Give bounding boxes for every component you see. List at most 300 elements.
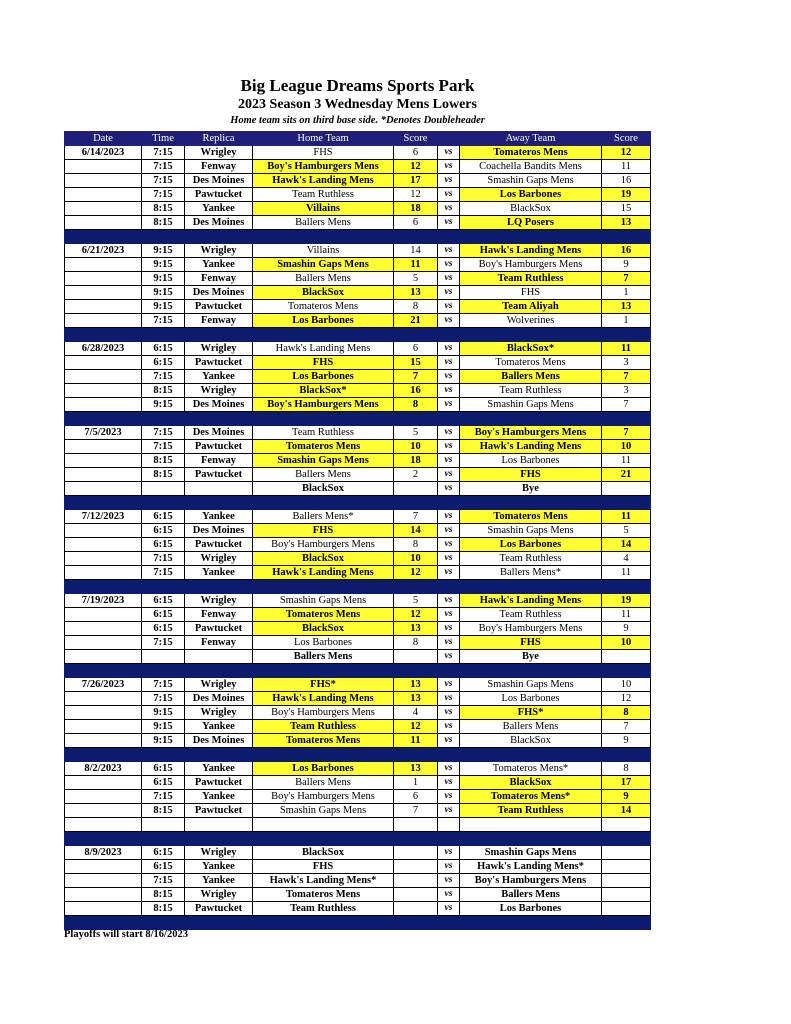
vs-label: vs bbox=[438, 454, 460, 468]
home-score: 8 bbox=[394, 538, 438, 552]
away-score bbox=[602, 902, 651, 916]
home-score: 13 bbox=[394, 286, 438, 300]
away-score: 10 bbox=[602, 678, 651, 692]
game-date bbox=[65, 860, 142, 874]
away-score: 7 bbox=[602, 370, 651, 384]
away-score: 11 bbox=[602, 454, 651, 468]
game-date bbox=[65, 160, 142, 174]
table-row bbox=[65, 692, 651, 706]
away-score: 10 bbox=[602, 440, 651, 454]
away-team: Ballers Mens* bbox=[460, 566, 602, 580]
home-team: BlackSox* bbox=[253, 384, 394, 398]
game-time: 9:15 bbox=[142, 734, 185, 748]
home-score bbox=[394, 888, 438, 902]
home-score: 15 bbox=[394, 356, 438, 370]
game-replica: Yankee bbox=[185, 370, 253, 384]
vs-label: vs bbox=[438, 356, 460, 370]
table-row bbox=[65, 860, 651, 874]
vs-label: vs bbox=[438, 902, 460, 916]
week-separator bbox=[65, 664, 651, 678]
game-date bbox=[65, 566, 142, 580]
away-team: Smashin Gaps Mens bbox=[460, 524, 602, 538]
game-replica: Des Moines bbox=[185, 216, 253, 230]
home-score: 12 bbox=[394, 608, 438, 622]
game-time: 7:15 bbox=[142, 188, 185, 202]
home-team: Smashin Gaps Mens bbox=[253, 804, 394, 818]
game-date bbox=[65, 258, 142, 272]
home-team: Los Barbones bbox=[253, 370, 394, 384]
table-row bbox=[65, 888, 651, 902]
away-score bbox=[602, 846, 651, 860]
away-team: BlackSox* bbox=[460, 342, 602, 356]
game-date bbox=[65, 300, 142, 314]
game-replica: Wrigley bbox=[185, 342, 253, 356]
table-row bbox=[65, 594, 651, 608]
away-team: Tomateros Mens bbox=[460, 356, 602, 370]
home-team bbox=[253, 818, 394, 832]
game-replica: Wrigley bbox=[185, 706, 253, 720]
vs-label: vs bbox=[438, 538, 460, 552]
game-replica: Pawtucket bbox=[185, 188, 253, 202]
vs-label: vs bbox=[438, 174, 460, 188]
vs-label: vs bbox=[438, 440, 460, 454]
game-replica: Wrigley bbox=[185, 384, 253, 398]
game-time: 6:15 bbox=[142, 356, 185, 370]
away-score: 21 bbox=[602, 468, 651, 482]
game-time: 7:15 bbox=[142, 174, 185, 188]
home-team: Tomateros Mens bbox=[253, 608, 394, 622]
game-replica: Fenway bbox=[185, 636, 253, 650]
away-team: Smashin Gaps Mens bbox=[460, 398, 602, 412]
vs-label: vs bbox=[438, 566, 460, 580]
table-row bbox=[65, 566, 651, 580]
game-date bbox=[65, 398, 142, 412]
away-team: Wolverines bbox=[460, 314, 602, 328]
game-time: 7:15 bbox=[142, 874, 185, 888]
game-date: 7/12/2023 bbox=[65, 510, 142, 524]
home-team: Boy's Hamburgers Mens bbox=[253, 538, 394, 552]
game-time: 7:15 bbox=[142, 426, 185, 440]
home-score bbox=[394, 650, 438, 664]
home-team: Team Ruthless bbox=[253, 720, 394, 734]
game-date bbox=[65, 468, 142, 482]
home-score: 13 bbox=[394, 762, 438, 776]
away-team: Ballers Mens bbox=[460, 720, 602, 734]
game-time: 6:15 bbox=[142, 538, 185, 552]
vs-label: vs bbox=[438, 398, 460, 412]
away-score: 3 bbox=[602, 356, 651, 370]
home-team: Hawk's Landing Mens bbox=[253, 566, 394, 580]
home-team: FHS bbox=[253, 356, 394, 370]
away-score: 16 bbox=[602, 174, 651, 188]
table-row bbox=[65, 398, 651, 412]
vs-label: vs bbox=[438, 804, 460, 818]
vs-label: vs bbox=[438, 146, 460, 160]
home-team: Ballers Mens bbox=[253, 776, 394, 790]
home-score bbox=[394, 482, 438, 496]
game-time: 7:15 bbox=[142, 678, 185, 692]
home-score bbox=[394, 846, 438, 860]
away-team: Ballers Mens bbox=[460, 888, 602, 902]
away-score: 7 bbox=[602, 272, 651, 286]
home-score: 14 bbox=[394, 244, 438, 258]
away-team: Hawk's Landing Mens* bbox=[460, 860, 602, 874]
table-row bbox=[65, 790, 651, 804]
game-time: 6:15 bbox=[142, 860, 185, 874]
home-score: 6 bbox=[394, 790, 438, 804]
away-team: Tomateros Mens bbox=[460, 510, 602, 524]
week-separator bbox=[65, 496, 651, 510]
vs-label: vs bbox=[438, 650, 460, 664]
game-date bbox=[65, 776, 142, 790]
game-replica: Des Moines bbox=[185, 174, 253, 188]
home-score: 6 bbox=[394, 216, 438, 230]
game-time: 9:15 bbox=[142, 398, 185, 412]
away-score: 12 bbox=[602, 692, 651, 706]
game-date: 6/28/2023 bbox=[65, 342, 142, 356]
away-team: Smashin Gaps Mens bbox=[460, 846, 602, 860]
home-team: Villains bbox=[253, 202, 394, 216]
game-date bbox=[65, 720, 142, 734]
home-team: Smashin Gaps Mens bbox=[253, 454, 394, 468]
home-team: Boy's Hamburgers Mens bbox=[253, 160, 394, 174]
game-replica: Fenway bbox=[185, 608, 253, 622]
game-replica: Fenway bbox=[185, 314, 253, 328]
home-team: Smashin Gaps Mens bbox=[253, 258, 394, 272]
home-score: 10 bbox=[394, 552, 438, 566]
away-score: 13 bbox=[602, 300, 651, 314]
game-time: 6:15 bbox=[142, 510, 185, 524]
game-date: 7/26/2023 bbox=[65, 678, 142, 692]
table-row bbox=[65, 874, 651, 888]
away-team: Bye bbox=[460, 482, 602, 496]
game-replica: Yankee bbox=[185, 874, 253, 888]
away-team: Los Barbones bbox=[460, 538, 602, 552]
game-replica bbox=[185, 650, 253, 664]
away-team: LQ Posers bbox=[460, 216, 602, 230]
table-row bbox=[65, 244, 651, 258]
table-row bbox=[65, 608, 651, 622]
game-replica: Wrigley bbox=[185, 846, 253, 860]
table-row bbox=[65, 258, 651, 272]
home-score: 8 bbox=[394, 398, 438, 412]
game-replica: Des Moines bbox=[185, 286, 253, 300]
game-time: 8:15 bbox=[142, 216, 185, 230]
game-date bbox=[65, 818, 142, 832]
home-score: 12 bbox=[394, 160, 438, 174]
game-time: 8:15 bbox=[142, 454, 185, 468]
game-date bbox=[65, 734, 142, 748]
vs-label: vs bbox=[438, 874, 460, 888]
week-separator bbox=[65, 916, 651, 930]
game-time: 8:15 bbox=[142, 468, 185, 482]
game-time: 7:15 bbox=[142, 566, 185, 580]
game-replica: Wrigley bbox=[185, 244, 253, 258]
away-score: 9 bbox=[602, 734, 651, 748]
game-date bbox=[65, 706, 142, 720]
game-replica: Wrigley bbox=[185, 888, 253, 902]
col-away-score: Score bbox=[602, 132, 651, 146]
table-row bbox=[65, 538, 651, 552]
away-team: Bye bbox=[460, 650, 602, 664]
home-score: 11 bbox=[394, 258, 438, 272]
vs-label: vs bbox=[438, 244, 460, 258]
game-replica: Wrigley bbox=[185, 678, 253, 692]
away-score: 11 bbox=[602, 510, 651, 524]
home-score: 12 bbox=[394, 566, 438, 580]
home-score: 12 bbox=[394, 188, 438, 202]
game-time: 6:15 bbox=[142, 608, 185, 622]
away-score: 14 bbox=[602, 804, 651, 818]
game-time: 7:15 bbox=[142, 146, 185, 160]
game-date bbox=[65, 608, 142, 622]
vs-label: vs bbox=[438, 314, 460, 328]
away-team: Tomateros Mens* bbox=[460, 790, 602, 804]
away-team: Boy's Hamburgers Mens bbox=[460, 622, 602, 636]
away-team: Hawk's Landing Mens bbox=[460, 594, 602, 608]
game-replica: Wrigley bbox=[185, 146, 253, 160]
vs-label: vs bbox=[438, 342, 460, 356]
game-date bbox=[65, 174, 142, 188]
away-team bbox=[460, 818, 602, 832]
away-score: 4 bbox=[602, 552, 651, 566]
home-team: Villains bbox=[253, 244, 394, 258]
home-score: 12 bbox=[394, 720, 438, 734]
away-team: Smashin Gaps Mens bbox=[460, 678, 602, 692]
away-score: 19 bbox=[602, 594, 651, 608]
vs-label: vs bbox=[438, 790, 460, 804]
home-team: Los Barbones bbox=[253, 636, 394, 650]
away-team: Team Ruthless bbox=[460, 804, 602, 818]
away-score: 8 bbox=[602, 706, 651, 720]
game-date bbox=[65, 482, 142, 496]
home-score bbox=[394, 818, 438, 832]
table-row bbox=[65, 482, 651, 496]
game-time: 6:15 bbox=[142, 762, 185, 776]
game-replica: Fenway bbox=[185, 272, 253, 286]
table-row bbox=[65, 300, 651, 314]
away-score: 12 bbox=[602, 146, 651, 160]
page-title: Big League Dreams Sports Park bbox=[240, 76, 475, 95]
vs-label bbox=[438, 818, 460, 832]
col-replica: Replica bbox=[185, 132, 253, 146]
away-team: FHS bbox=[460, 286, 602, 300]
away-team: FHS bbox=[460, 636, 602, 650]
game-date bbox=[65, 622, 142, 636]
home-score: 14 bbox=[394, 524, 438, 538]
home-score: 8 bbox=[394, 300, 438, 314]
away-team: Los Barbones bbox=[460, 692, 602, 706]
game-replica: Pawtucket bbox=[185, 356, 253, 370]
away-team: Los Barbones bbox=[460, 902, 602, 916]
game-date: 8/2/2023 bbox=[65, 762, 142, 776]
home-score: 21 bbox=[394, 314, 438, 328]
game-replica: Pawtucket bbox=[185, 902, 253, 916]
table-row bbox=[65, 272, 651, 286]
away-score: 17 bbox=[602, 776, 651, 790]
week-separator bbox=[65, 328, 651, 342]
game-time: 9:15 bbox=[142, 300, 185, 314]
week-separator bbox=[65, 412, 651, 426]
game-time: 9:15 bbox=[142, 244, 185, 258]
game-time: 9:15 bbox=[142, 258, 185, 272]
vs-label: vs bbox=[438, 706, 460, 720]
away-team: Team Ruthless bbox=[460, 272, 602, 286]
home-score bbox=[394, 902, 438, 916]
home-score: 18 bbox=[394, 202, 438, 216]
home-score: 7 bbox=[394, 804, 438, 818]
away-team: Team Ruthless bbox=[460, 608, 602, 622]
away-team: Coachella Bandits Mens bbox=[460, 160, 602, 174]
vs-label: vs bbox=[438, 720, 460, 734]
table-row bbox=[65, 188, 651, 202]
game-time: 8:15 bbox=[142, 902, 185, 916]
home-team: Ballers Mens bbox=[253, 216, 394, 230]
away-team: BlackSox bbox=[460, 734, 602, 748]
table-row bbox=[65, 174, 651, 188]
home-team: BlackSox bbox=[253, 552, 394, 566]
game-time: 9:15 bbox=[142, 706, 185, 720]
game-date bbox=[65, 314, 142, 328]
game-date bbox=[65, 202, 142, 216]
vs-label: vs bbox=[438, 160, 460, 174]
vs-label: vs bbox=[438, 622, 460, 636]
vs-label: vs bbox=[438, 552, 460, 566]
home-score: 17 bbox=[394, 174, 438, 188]
vs-label: vs bbox=[438, 524, 460, 538]
table-row bbox=[65, 762, 651, 776]
game-time: 6:15 bbox=[142, 622, 185, 636]
game-date bbox=[65, 272, 142, 286]
home-team: Tomateros Mens bbox=[253, 888, 394, 902]
home-team: Tomateros Mens bbox=[253, 300, 394, 314]
game-date bbox=[65, 790, 142, 804]
home-score: 1 bbox=[394, 776, 438, 790]
away-score bbox=[602, 874, 651, 888]
vs-label: vs bbox=[438, 608, 460, 622]
vs-label: vs bbox=[438, 384, 460, 398]
vs-label: vs bbox=[438, 860, 460, 874]
home-team: Ballers Mens bbox=[253, 468, 394, 482]
away-team: BlackSox bbox=[460, 776, 602, 790]
col-vs bbox=[438, 132, 460, 146]
home-team: FHS bbox=[253, 524, 394, 538]
game-replica: Wrigley bbox=[185, 594, 253, 608]
home-score: 13 bbox=[394, 678, 438, 692]
home-team: BlackSox bbox=[253, 482, 394, 496]
table-row bbox=[65, 650, 651, 664]
away-team: Hawk's Landing Mens bbox=[460, 440, 602, 454]
home-score: 11 bbox=[394, 734, 438, 748]
game-time: 8:15 bbox=[142, 888, 185, 902]
game-replica: Pawtucket bbox=[185, 440, 253, 454]
vs-label: vs bbox=[438, 300, 460, 314]
away-score: 8 bbox=[602, 762, 651, 776]
home-score: 16 bbox=[394, 384, 438, 398]
away-team: Boy's Hamburgers Mens bbox=[460, 258, 602, 272]
playoffs-note: Playoffs will start 8/16/2023 bbox=[64, 929, 188, 940]
home-team: Tomateros Mens bbox=[253, 440, 394, 454]
home-score: 7 bbox=[394, 370, 438, 384]
home-team: Los Barbones bbox=[253, 762, 394, 776]
away-team: Los Barbones bbox=[460, 454, 602, 468]
game-date bbox=[65, 524, 142, 538]
away-team: Los Barbones bbox=[460, 188, 602, 202]
table-row bbox=[65, 370, 651, 384]
home-team: BlackSox bbox=[253, 846, 394, 860]
game-date bbox=[65, 286, 142, 300]
table-row bbox=[65, 426, 651, 440]
vs-label: vs bbox=[438, 482, 460, 496]
vs-label: vs bbox=[438, 734, 460, 748]
home-team: Los Barbones bbox=[253, 314, 394, 328]
home-score: 5 bbox=[394, 272, 438, 286]
game-replica: Wrigley bbox=[185, 552, 253, 566]
game-time: 8:15 bbox=[142, 202, 185, 216]
game-replica: Des Moines bbox=[185, 524, 253, 538]
home-score: 4 bbox=[394, 706, 438, 720]
home-team: Hawk's Landing Mens bbox=[253, 692, 394, 706]
vs-label: vs bbox=[438, 272, 460, 286]
away-team: Boy's Hamburgers Mens bbox=[460, 874, 602, 888]
home-team: Smashin Gaps Mens bbox=[253, 594, 394, 608]
home-team: Hawk's Landing Mens bbox=[253, 174, 394, 188]
game-replica: Pawtucket bbox=[185, 468, 253, 482]
game-date bbox=[65, 216, 142, 230]
away-score: 9 bbox=[602, 258, 651, 272]
game-time: 7:15 bbox=[142, 314, 185, 328]
home-team: Boy's Hamburgers Mens bbox=[253, 398, 394, 412]
game-date: 6/14/2023 bbox=[65, 146, 142, 160]
away-score: 10 bbox=[602, 636, 651, 650]
home-team: FHS bbox=[253, 146, 394, 160]
game-replica: Yankee bbox=[185, 202, 253, 216]
game-time bbox=[142, 482, 185, 496]
game-replica: Des Moines bbox=[185, 692, 253, 706]
away-score: 9 bbox=[602, 622, 651, 636]
game-replica: Yankee bbox=[185, 566, 253, 580]
table-row bbox=[65, 902, 651, 916]
table-row bbox=[65, 454, 651, 468]
vs-label: vs bbox=[438, 468, 460, 482]
table-row bbox=[65, 160, 651, 174]
away-score bbox=[602, 482, 651, 496]
away-score: 9 bbox=[602, 790, 651, 804]
game-time: 6:15 bbox=[142, 846, 185, 860]
home-score: 5 bbox=[394, 426, 438, 440]
away-score: 16 bbox=[602, 244, 651, 258]
game-time: 6:15 bbox=[142, 594, 185, 608]
vs-label: vs bbox=[438, 678, 460, 692]
game-time: 6:15 bbox=[142, 524, 185, 538]
vs-label: vs bbox=[438, 888, 460, 902]
game-time: 7:15 bbox=[142, 692, 185, 706]
table-row bbox=[65, 342, 651, 356]
game-replica: Pawtucket bbox=[185, 804, 253, 818]
game-time: 7:15 bbox=[142, 636, 185, 650]
away-score: 19 bbox=[602, 188, 651, 202]
game-date bbox=[65, 888, 142, 902]
away-team: Team Aliyah bbox=[460, 300, 602, 314]
table-row bbox=[65, 734, 651, 748]
vs-label: vs bbox=[438, 188, 460, 202]
home-score: 7 bbox=[394, 510, 438, 524]
away-team: Team Ruthless bbox=[460, 552, 602, 566]
game-date bbox=[65, 650, 142, 664]
game-time: 9:15 bbox=[142, 272, 185, 286]
game-replica: Fenway bbox=[185, 160, 253, 174]
away-team: Tomateros Mens* bbox=[460, 762, 602, 776]
